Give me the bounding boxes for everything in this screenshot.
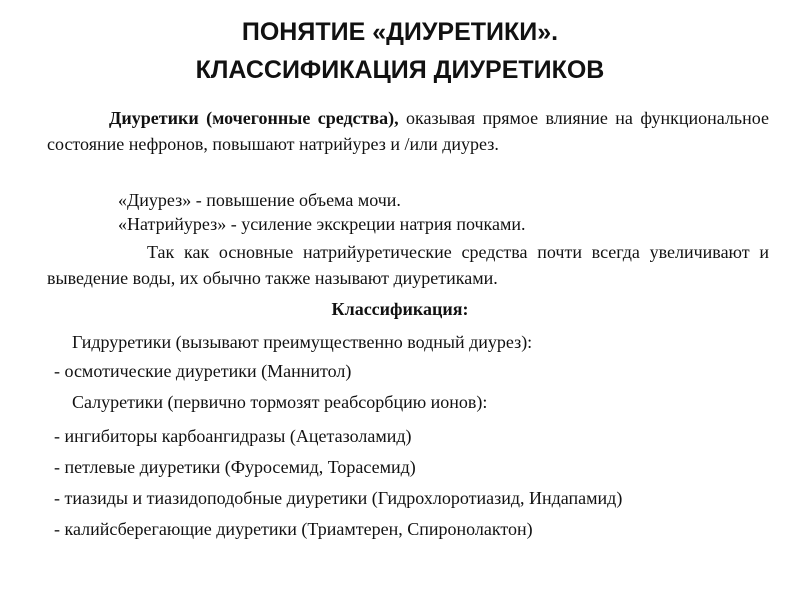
- note-paragraph: Так как основные натрийуретические средства почти всегда увеличивают и выведение воды, их обычно также называют диуретиками.: [47, 242, 769, 288]
- osmotic-item: - осмотические диуретики (Маннитол): [54, 361, 352, 381]
- intro-bold-term: Диуретики (мочегонные средства),: [109, 108, 399, 128]
- intro-text: оказывая прямое влияние на функциональное состояние нефронов, повышают натрийурез и /или диурез.: [47, 108, 769, 154]
- saluretics-group: Салуретики (первично тормозят реабсорбцию ионов):: [72, 392, 488, 412]
- classification-heading: Классификация:: [331, 299, 469, 319]
- classification-item: - калийсберегающие диуретики (Триамтерен, Спиронолактон): [54, 519, 533, 539]
- intro-paragraph: [47, 105, 769, 157]
- classification-item: - ингибиторы карбоангидразы (Ацетазоламид): [54, 426, 412, 446]
- slide-title-line-1: ПОНЯТИЕ «ДИУРЕТИКИ».: [241, 18, 559, 46]
- hydruretics-group: Гидруретики (вызывают преимущественно водный диурез):: [72, 332, 533, 352]
- classification-item: - петлевые диуретики (Фуросемид, Торасемид): [54, 457, 416, 477]
- diuresis-definition: «Диурез» - повышение объема мочи.: [118, 190, 401, 210]
- classification-item: - тиазиды и тиазидоподобные диуретики (Гидрохлоротиазид, Индапамид): [54, 488, 623, 508]
- natriuresis-definition: «Натрийурез» - усиление экскреции натрия почками.: [118, 214, 526, 234]
- slide-title-line-2: КЛАССИФИКАЦИЯ ДИУРЕТИКОВ: [195, 56, 605, 84]
